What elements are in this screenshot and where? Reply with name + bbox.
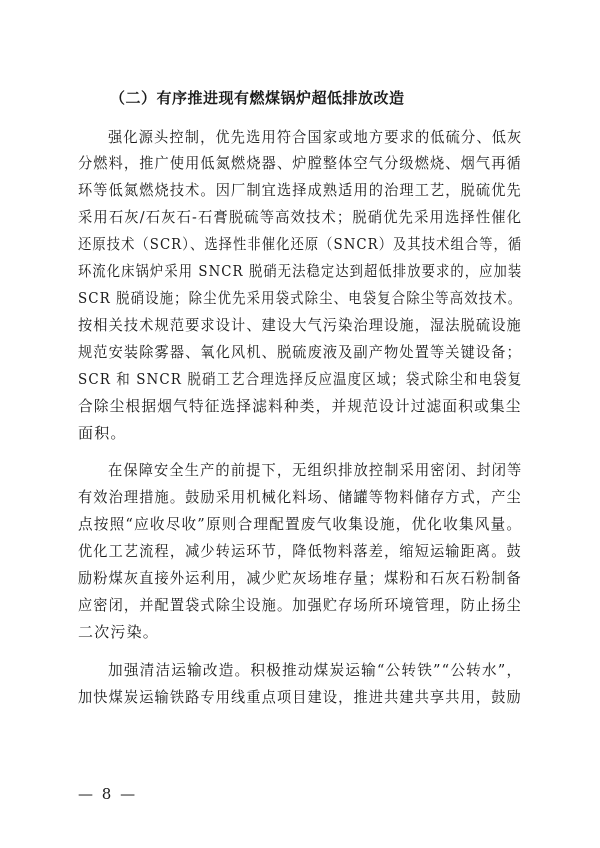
text-line: 点按照“应收尽收”原则合理配置废气收集设施，优化收集风量。 xyxy=(78,515,523,533)
page-number: — 8 — xyxy=(78,785,138,803)
text-line: SCR 脱硝设施；除尘优先采用袋式除尘、电袋复合除尘等高效技术。 xyxy=(78,289,523,307)
text-line: SCR 和 SNCR 脱硝工艺合理选择反应温度区域；袋式除尘和电袋复 xyxy=(78,370,523,388)
text-line: 强化源头控制，优先选用符合国家或地方要求的低硫分、低灰 xyxy=(108,128,523,146)
text-line: 二次污染。 xyxy=(78,623,160,641)
text-line: 采用石灰/石灰石-石膏脱硫等高效技术；脱硝优先采用选择性催化 xyxy=(78,208,523,226)
text-line: 还原技术（SCR）、选择性非催化还原（SNCR）及其技术组合等，循 xyxy=(78,235,523,253)
text-line: 环等低氮燃烧技术。因厂制宜选择成熟适用的治理工艺，脱硫优先 xyxy=(78,181,522,199)
text-line: 规范安装除雾器、氧化风机、脱硫废液及副产物处置等关键设备； xyxy=(78,343,522,361)
text-line: 在保障安全生产的前提下，无组织排放控制采用密闭、封闭等 xyxy=(108,461,523,479)
text-line: 应密闭，并配置袋式除尘设施。加强贮存场所环境管理，防止扬尘 xyxy=(78,596,522,614)
text-line: 面积。 xyxy=(78,424,127,442)
text-line: 合除尘根据烟气特征选择滤料种类，并规范设计过滤面积或集尘 xyxy=(78,397,522,415)
text-line: 加快煤炭运输铁路专用线重点项目建设，推进共建共享共用，鼓励 xyxy=(78,688,522,706)
text-line: 加强清洁运输改造。积极推动煤炭运输“公转铁”“公转水”， xyxy=(108,661,523,679)
text-line: 有效治理措施。鼓励采用机械化料场、储罐等物料储存方式，产尘 xyxy=(78,488,522,506)
text-line: 励粉煤灰直接外运利用，减少贮灰场堆存量；煤粉和石灰石粉制备 xyxy=(78,569,522,587)
text-line: 分燃料，推广使用低氮燃烧器、炉膛整体空气分级燃烧、烟气再循 xyxy=(78,154,522,172)
text-line: 环流化床锅炉采用 SNCR 脱硝无法稳定达到超低排放要求的，应加装 xyxy=(78,262,523,280)
text-line: 优化工艺流程，减少转运环节，降低物料落差，缩短运输距离。鼓 xyxy=(78,542,522,560)
section-heading: （二）有序推进现有燃煤锅炉超低排放改造 xyxy=(110,89,405,107)
text-line: 按相关技术规范要求设计、建设大气污染治理设施，湿法脱硫设施 xyxy=(78,316,522,334)
